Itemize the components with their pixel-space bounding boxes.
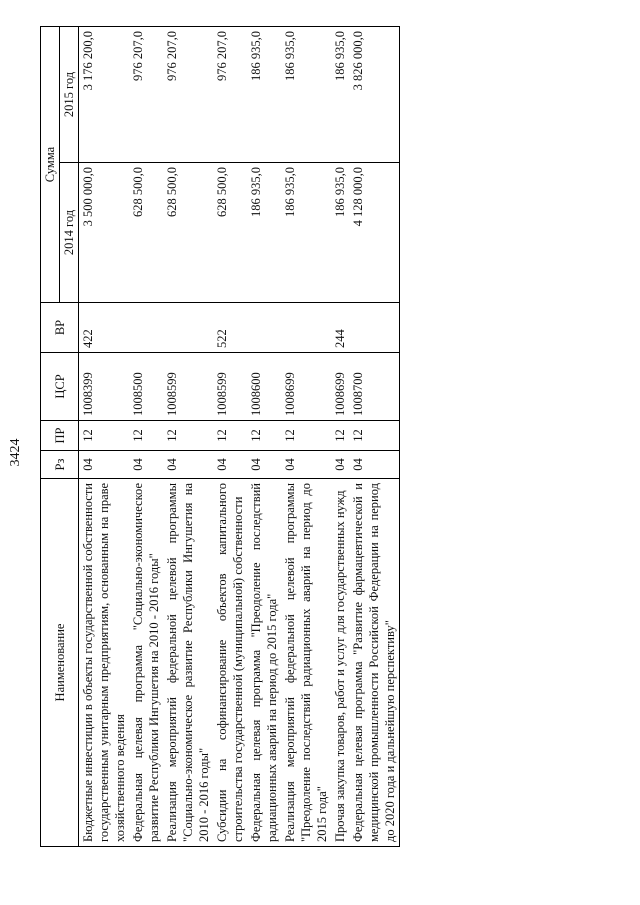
row-rz: 04: [79, 451, 130, 479]
row-pr: 12: [129, 421, 163, 451]
row-pr: 12: [281, 421, 331, 451]
row-amount-2015: 3 176 200,0: [79, 27, 130, 163]
row-amount-2014: 3 500 000,0: [79, 163, 130, 303]
table-row: [281, 27, 331, 847]
header-csr: ЦСР: [41, 353, 79, 421]
row-amount-2015: 186 935,0: [247, 27, 281, 163]
row-vr: [281, 303, 331, 353]
row-name: Федеральная целевая программа "Социально-экономическое развитие Республики Ингушетия на 2010 - 2016 годы": [129, 479, 163, 847]
row-vr: 244: [331, 303, 349, 353]
row-rz: 04: [281, 451, 331, 479]
row-csr: 1008599: [163, 353, 213, 421]
row-rz: 04: [129, 451, 163, 479]
row-csr: 1008399: [79, 353, 130, 421]
header-vr: ВР: [41, 303, 79, 353]
row-amount-2015: 976 207,0: [129, 27, 163, 163]
row-pr: 12: [247, 421, 281, 451]
table-body: [79, 27, 400, 847]
header-rz: Рз: [41, 451, 79, 479]
row-vr: 422: [79, 303, 130, 353]
row-amount-2015: 976 207,0: [213, 27, 247, 163]
row-vr: [349, 303, 400, 353]
row-pr: 12: [213, 421, 247, 451]
row-pr: 12: [331, 421, 349, 451]
row-amount-2015: 976 207,0: [163, 27, 213, 163]
table-row: [213, 27, 247, 847]
row-amount-2014: 186 935,0: [281, 163, 331, 303]
row-amount-2015: 186 935,0: [281, 27, 331, 163]
row-name: Реализация мероприятий федеральной целевой программы "Социально-экономическое развитие Республики Ингушетия на 2010 - 2016 годы": [163, 479, 213, 847]
row-vr: [247, 303, 281, 353]
row-amount-2014: 186 935,0: [247, 163, 281, 303]
row-csr: 1008699: [281, 353, 331, 421]
page-number: 3424: [8, 438, 23, 467]
budget-table: [40, 26, 400, 847]
row-amount-2014: 186 935,0: [331, 163, 349, 303]
table-row: [349, 27, 400, 847]
row-rz: 04: [349, 451, 400, 479]
row-pr: 12: [79, 421, 130, 451]
row-amount-2014: 628 500,0: [163, 163, 213, 303]
row-vr: 522: [213, 303, 247, 353]
row-amount-2015: 186 935,0: [331, 27, 349, 163]
header-sum: Сумма: [41, 27, 60, 303]
row-csr: 1008699: [331, 353, 349, 421]
row-rz: 04: [331, 451, 349, 479]
table-row: [331, 27, 349, 847]
row-name: Федеральная целевая программа "Преодоление последствий радиационных аварий на период до 2015 года": [247, 479, 281, 847]
table-row: [79, 27, 130, 847]
table-row: [129, 27, 163, 847]
row-csr: 1008500: [129, 353, 163, 421]
row-csr: 1008700: [349, 353, 400, 421]
header-2015: 2015 год: [60, 27, 79, 163]
row-vr: [129, 303, 163, 353]
row-amount-2014: 628 500,0: [129, 163, 163, 303]
row-csr: 1008600: [247, 353, 281, 421]
row-name: Субсидии на софинансирование объектов капитального строительства государственной (муниципальной) собственности: [213, 479, 247, 847]
row-name: Федеральная целевая программа "Развитие фармацевтической и медицинской промышленности Российской Федерации на период до 2020 года и дальнейшую перспективу": [349, 479, 400, 847]
row-pr: 12: [349, 421, 400, 451]
header-2014: 2014 год: [60, 163, 79, 303]
table-row: [247, 27, 281, 847]
row-amount-2014: 628 500,0: [213, 163, 247, 303]
row-name: Бюджетные инвестиции в объекты государственной собственности государственным унитарным предприятиям, основанным на праве хозяйственного ведения: [79, 479, 130, 847]
row-rz: 04: [163, 451, 213, 479]
header-pr: ПР: [41, 421, 79, 451]
row-name: Реализация мероприятий федеральной целевой программы "Преодоление последствий радиационных аварий на период до 2015 года": [281, 479, 331, 847]
row-name: Прочая закупка товаров, работ и услуг для государственных нужд: [331, 479, 349, 847]
table-row: [163, 27, 213, 847]
row-amount-2015: 3 826 000,0: [349, 27, 400, 163]
row-vr: [163, 303, 213, 353]
row-rz: 04: [247, 451, 281, 479]
header-name: Наименование: [41, 479, 79, 847]
row-rz: 04: [213, 451, 247, 479]
row-amount-2014: 4 128 000,0: [349, 163, 400, 303]
row-csr: 1008599: [213, 353, 247, 421]
row-pr: 12: [163, 421, 213, 451]
